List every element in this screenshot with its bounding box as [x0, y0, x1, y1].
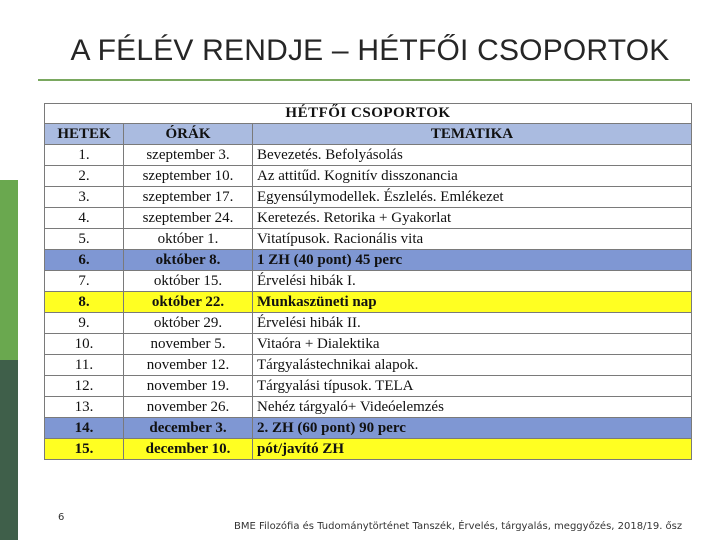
week-cell: 14.	[45, 418, 124, 439]
week-cell: 1.	[45, 145, 124, 166]
topic-cell: Az attitűd. Kognitív disszonancia	[253, 166, 692, 187]
week-cell: 9.	[45, 313, 124, 334]
week-cell: 2.	[45, 166, 124, 187]
topic-cell: 2. ZH (60 pont) 90 perc	[253, 418, 692, 439]
week-cell: 12.	[45, 376, 124, 397]
week-cell: 15.	[45, 439, 124, 460]
date-cell: október 15.	[124, 271, 253, 292]
header-topics: TEMATIKA	[253, 124, 692, 145]
date-cell: szeptember 3.	[124, 145, 253, 166]
page-number: 6	[58, 512, 65, 523]
table-row	[45, 145, 692, 166]
week-cell: 10.	[45, 334, 124, 355]
week-cell: 7.	[45, 271, 124, 292]
schedule-table	[44, 103, 692, 460]
date-cell: december 3.	[124, 418, 253, 439]
table-row	[45, 334, 692, 355]
table-row	[45, 250, 692, 271]
date-cell: október 1.	[124, 229, 253, 250]
side-bar-accent	[0, 180, 18, 360]
table-row	[45, 439, 692, 460]
table-row	[45, 271, 692, 292]
date-cell: szeptember 17.	[124, 187, 253, 208]
topic-cell: 1 ZH (40 pont) 45 perc	[253, 250, 692, 271]
week-cell: 11.	[45, 355, 124, 376]
table-row	[45, 229, 692, 250]
date-cell: november 19.	[124, 376, 253, 397]
topic-cell: Vitaóra + Dialektika	[253, 334, 692, 355]
week-cell: 6.	[45, 250, 124, 271]
table-caption: HÉTFŐI CSOPORTOK	[45, 104, 692, 124]
table-row	[45, 166, 692, 187]
week-cell: 13.	[45, 397, 124, 418]
date-cell: december 10.	[124, 439, 253, 460]
table-row	[45, 355, 692, 376]
slide-title: A FÉLÉV RENDJE – HÉTFŐI CSOPORTOK	[70, 34, 670, 67]
table-row	[45, 313, 692, 334]
table-row	[45, 208, 692, 229]
topic-cell: Vitatípusok. Racionális vita	[253, 229, 692, 250]
date-cell: október 22.	[124, 292, 253, 313]
topic-cell: Bevezetés. Befolyásolás	[253, 145, 692, 166]
table-header-row	[45, 124, 692, 145]
topic-cell: Nehéz tárgyaló+ Videóelemzés	[253, 397, 692, 418]
topic-cell: Egyensúlymodellek. Észlelés. Emlékezet	[253, 187, 692, 208]
side-bar-bottom	[0, 360, 18, 540]
topic-cell: Keretezés. Retorika + Gyakorlat	[253, 208, 692, 229]
schedule-table-container	[44, 103, 692, 457]
topic-cell: Érvelési hibák I.	[253, 271, 692, 292]
date-cell: szeptember 10.	[124, 166, 253, 187]
footer-text: BME Filozófia és Tudománytörténet Tanszék, Érvelés, tárgyalás, meggyőzés, 2018/19. ősz	[234, 521, 683, 532]
table-row	[45, 292, 692, 313]
table-row	[45, 418, 692, 439]
table-row	[45, 376, 692, 397]
date-cell: szeptember 24.	[124, 208, 253, 229]
week-cell: 5.	[45, 229, 124, 250]
week-cell: 3.	[45, 187, 124, 208]
topic-cell: Munkaszüneti nap	[253, 292, 692, 313]
table-row	[45, 397, 692, 418]
header-weeks: HETEK	[45, 124, 124, 145]
date-cell: november 12.	[124, 355, 253, 376]
date-cell: október 8.	[124, 250, 253, 271]
date-cell: november 5.	[124, 334, 253, 355]
table-row	[45, 187, 692, 208]
table-caption-row	[45, 104, 692, 124]
date-cell: október 29.	[124, 313, 253, 334]
topic-cell: Érvelési hibák II.	[253, 313, 692, 334]
date-cell: november 26.	[124, 397, 253, 418]
side-bar-top	[0, 0, 18, 180]
topic-cell: Tárgyalástechnikai alapok.	[253, 355, 692, 376]
title-underline	[38, 79, 690, 81]
topic-cell: pót/javító ZH	[253, 439, 692, 460]
week-cell: 8.	[45, 292, 124, 313]
topic-cell: Tárgyalási típusok. TELA	[253, 376, 692, 397]
schedule-table-body	[45, 104, 692, 460]
header-classes: ÓRÁK	[124, 124, 253, 145]
week-cell: 4.	[45, 208, 124, 229]
